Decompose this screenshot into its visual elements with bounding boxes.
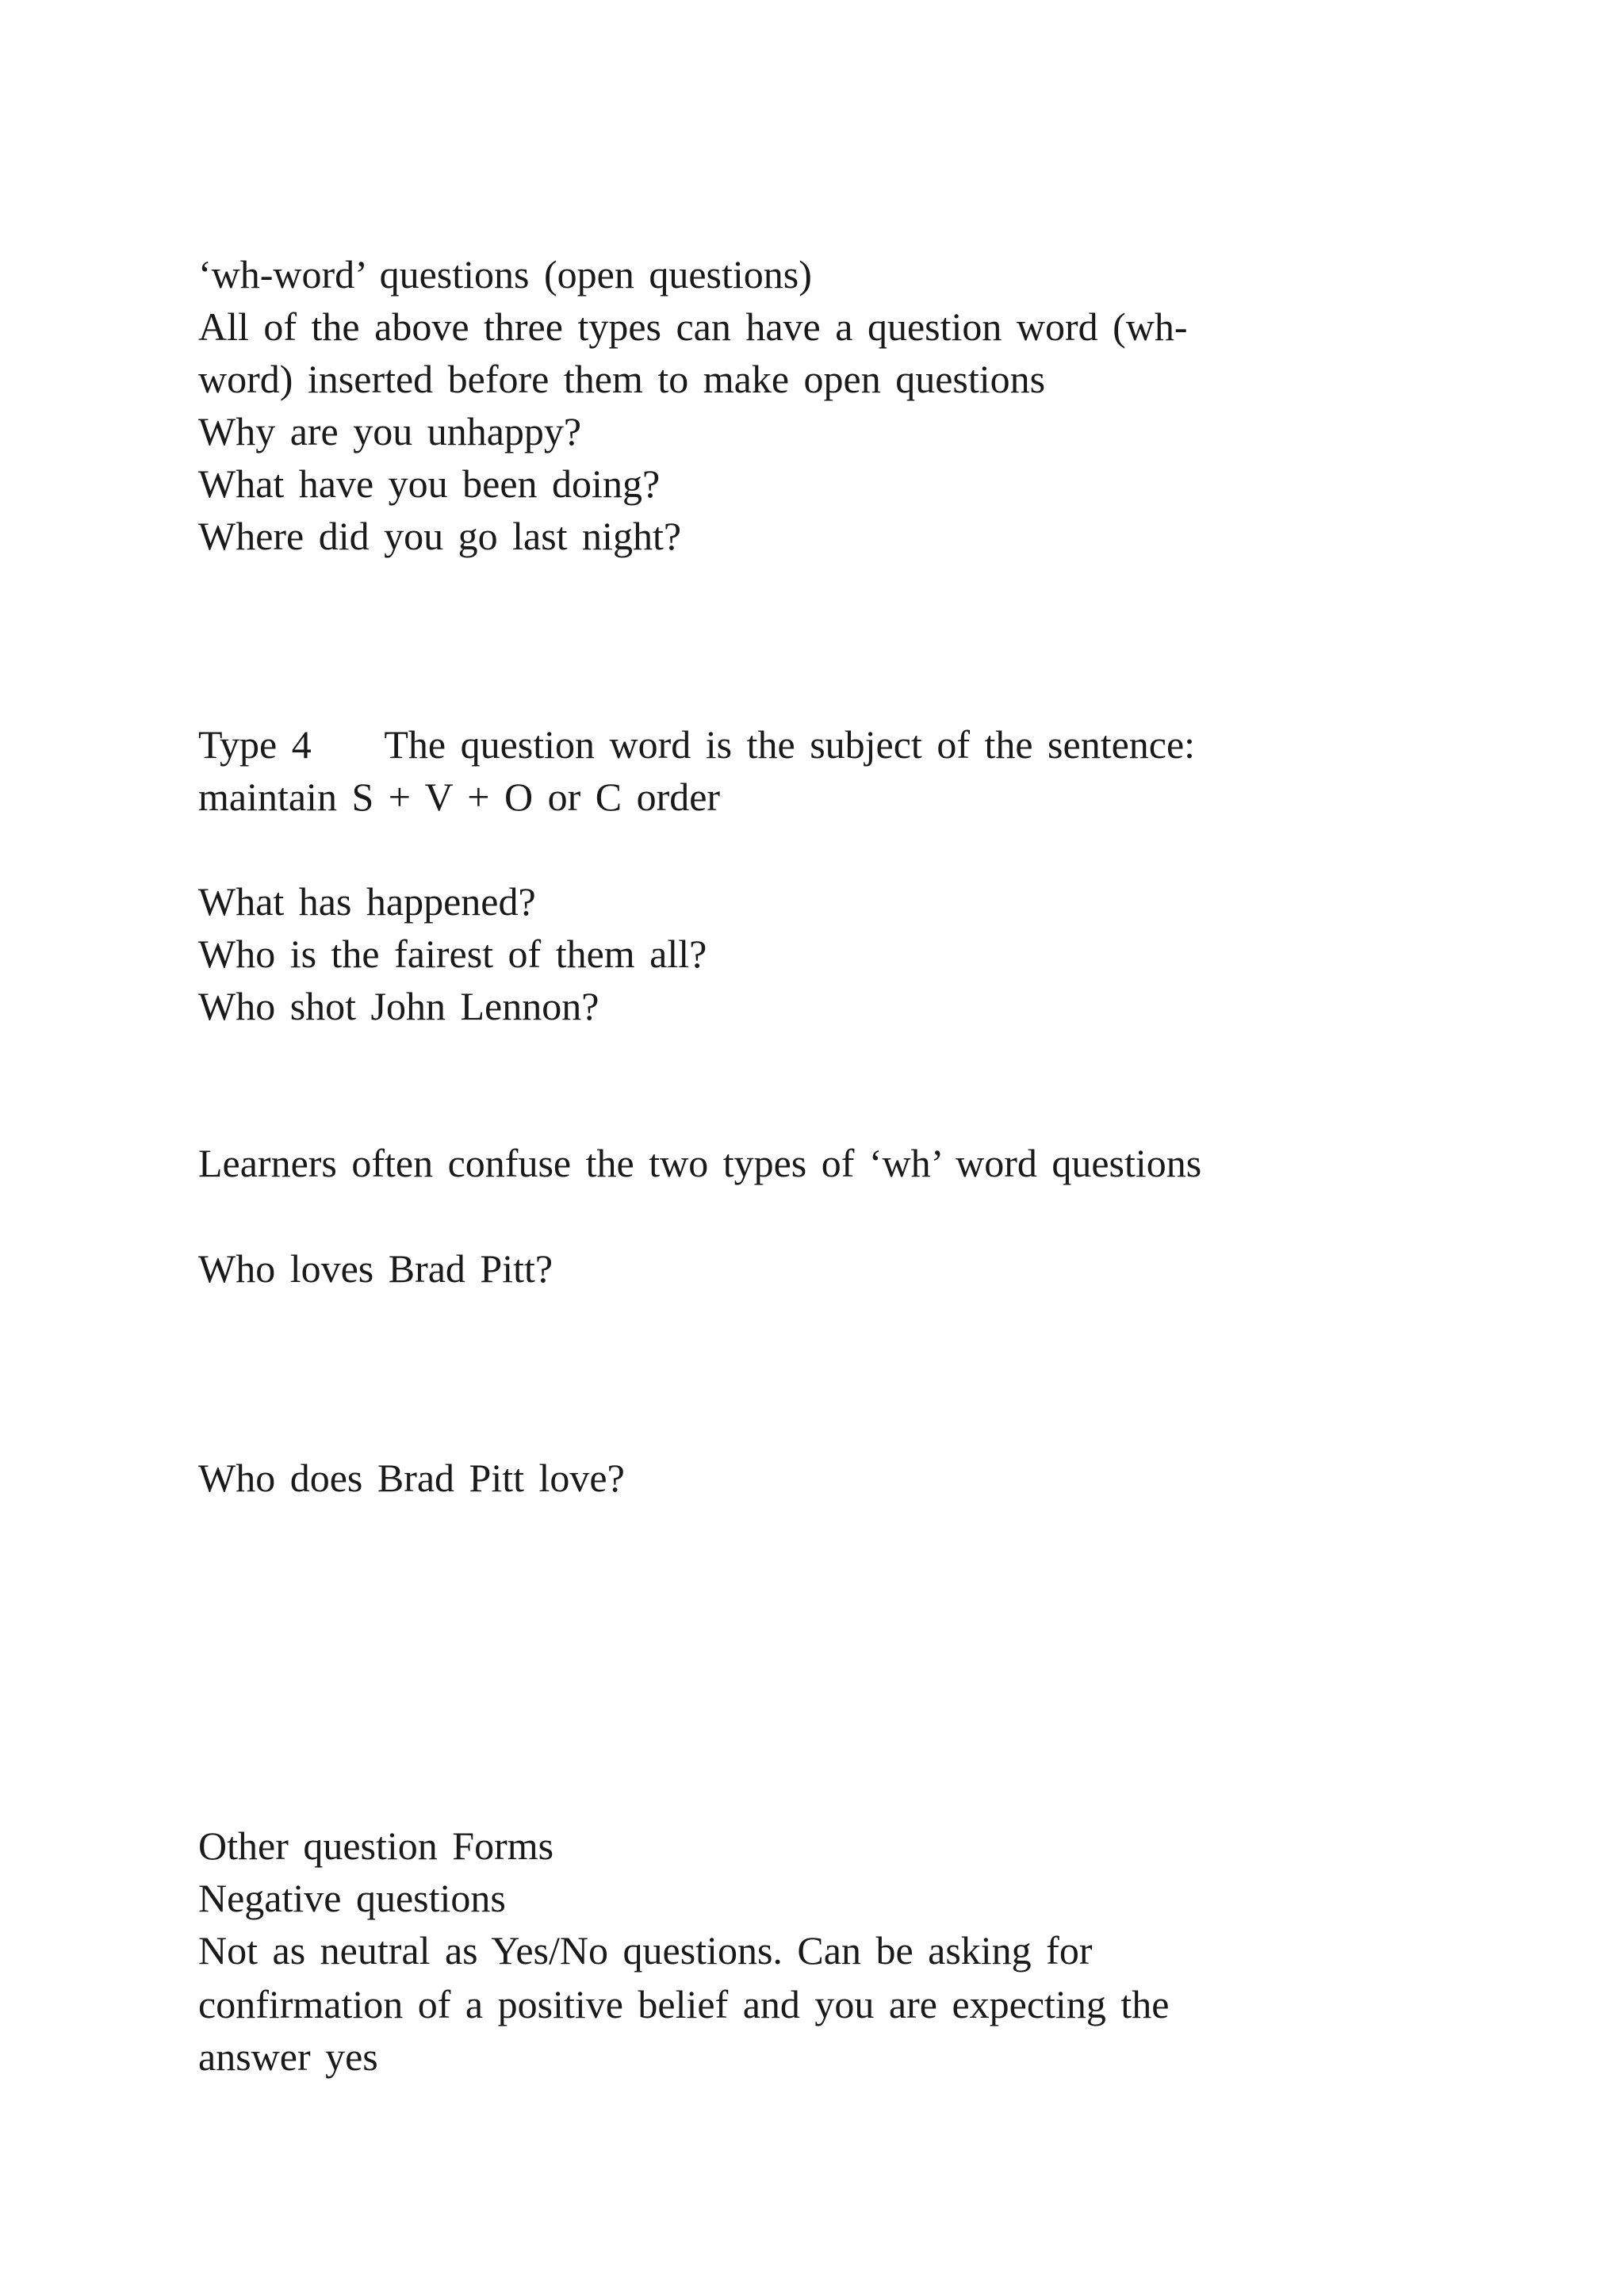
- paragraph-line: answer yes: [198, 2034, 378, 2079]
- paragraph-line: maintain S + V + O or C order: [198, 775, 721, 819]
- example-sentence: Who does Brad Pitt love?: [198, 1456, 625, 1500]
- example-sentence: Who loves Brad Pitt?: [198, 1246, 553, 1291]
- section-heading-other-forms: Other question Forms: [198, 1823, 554, 1868]
- example-sentence: Who is the fairest of them all?: [198, 932, 707, 976]
- paragraph-line: All of the above three types can have a question word (wh-: [198, 304, 1188, 349]
- paragraph-line: confirmation of a positive belief and you are expecting the: [198, 1982, 1170, 2026]
- example-sentence: Where did you go last night?: [198, 514, 682, 558]
- section-heading-wh-questions: ‘wh-word’ questions (open questions): [198, 252, 812, 297]
- paragraph-line: Learners often confuse the two types of ‘wh’ word questions: [198, 1141, 1202, 1185]
- section-heading-type-4: Type 4 The question word is the subject of the sentence:: [198, 722, 1196, 767]
- paragraph-line: Not as neutral as Yes/No questions. Can be asking for: [198, 1928, 1093, 1973]
- example-sentence: Why are you unhappy?: [198, 409, 582, 453]
- example-sentence: Who shot John Lennon?: [198, 984, 599, 1028]
- example-sentence: What have you been doing?: [198, 461, 661, 506]
- paragraph-line: word) inserted before them to make open questions: [198, 357, 1046, 401]
- subheading-negative-questions: Negative questions: [198, 1876, 506, 1920]
- example-sentence: What has happened?: [198, 879, 536, 924]
